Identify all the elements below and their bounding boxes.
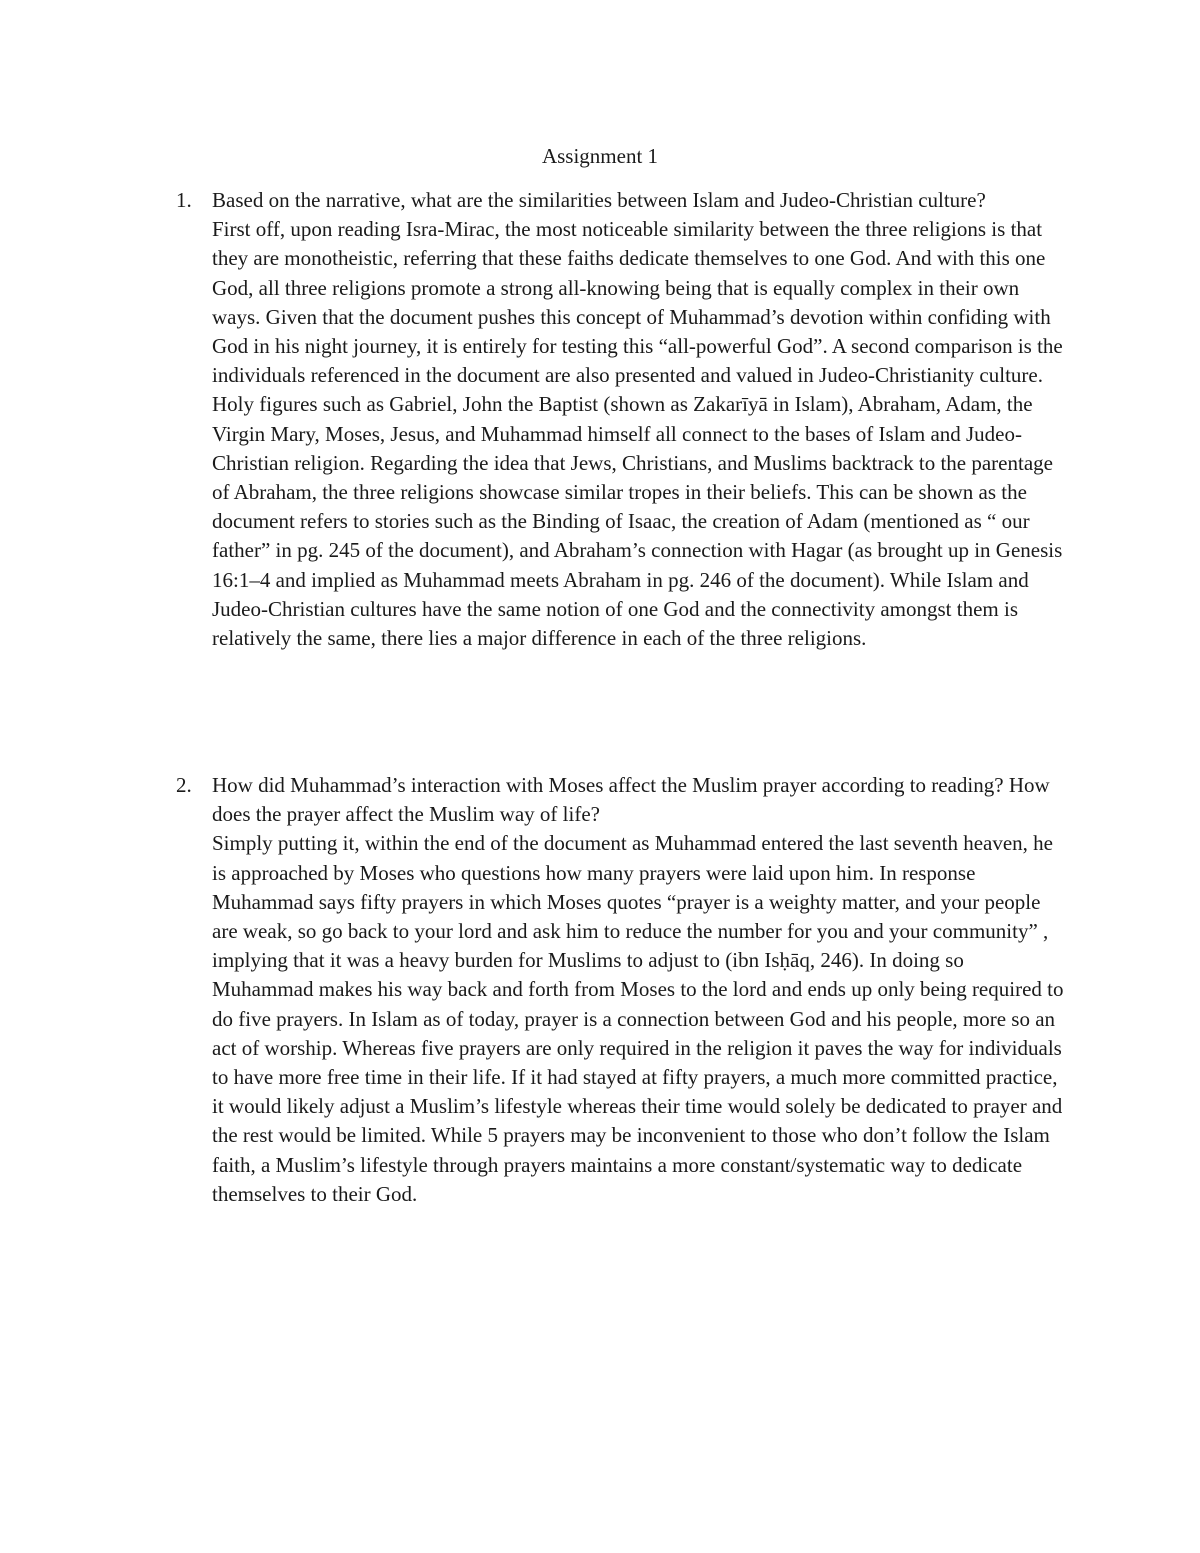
answer-text: Simply putting it, within the end of the document as Muhammad entered the last seventh heaven, he is approached by Moses who questions how many prayers were laid upon him. In response Muhammad says fifty prayers in which Moses quotes “prayer is a weighty matter, and your people are weak, so go back to your lord and ask him to reduce the number for you and your community” , implying that it was a heavy burden for Muslims to adjust to (ibn Isḥāq, 246). In doing so Muhammad makes his way back and forth from Moses to the lord and ends up only being required to do five prayers. In Islam as of today, prayer is a connection between God and his people, more so an act of worship. Whereas five prayers are only required in the religion it paves the way for individuals to have more free time in their life. If it had stayed at fifty prayers, a much more committed practice, it would likely adjust a Muslim’s lifestyle whereas their time would solely be dedicated to prayer and the rest would be limited. While 5 prayers may be inconvenient to those who don’t follow the Islam faith, a Muslim’s lifestyle through prayers maintains a more constant/systematic way to dedicate themselves to their God.: [212, 831, 1064, 1206]
question-item-1: [176, 186, 1068, 653]
question-number: 2.: [176, 773, 192, 797]
question-number: 1.: [176, 188, 192, 212]
answer-text: First off, upon reading Isra-Mirac, the most noticeable similarity between the three religions is that they are monotheistic, referring that these faiths dedicate themselves to one God. And with this one God, all three religions promote a strong all-knowing being that is equally complex in their own ways. Given that the document pushes this concept of Muhammad’s devotion within confiding with God in his night journey, it is entirely for testing this “all-powerful God”. A second comparison is the individuals referenced in the document are also presented and valued in Judeo-Christianity culture. Holy figures such as Gabriel, John the Baptist (shown as Zakarīyā in Islam), Abraham, Adam, the Virgin Mary, Moses, Jesus, and Muhammad himself all connect to the bases of Islam and Judeo-Christian religion. Regarding the idea that Jews, Christians, and Muslims backtrack to the parentage of Abraham, the three religions showcase similar tropes in their beliefs. This can be shown as the document refers to stories such as the Binding of Isaac, the creation of Adam (mentioned as “ our father” in pg. 245 of the document), and Abraham’s connection with Hagar (as brought up in Genesis 16:1–4 and implied as Muhammad meets Abraham in pg. 246 of the document). While Islam and Judeo-Christian cultures have the same notion of one God and the connectivity amongst them is relatively the same, there lies a major difference in each of the three religions.: [212, 217, 1063, 651]
question-text: How did Muhammad’s interaction with Moses affect the Muslim prayer according to reading? How does the prayer affect the Muslim way of life?: [212, 773, 1050, 827]
question-text: Based on the narrative, what are the similarities between Islam and Judeo-Christian culture?: [212, 188, 986, 212]
document-title: Assignment 1: [541, 144, 659, 168]
question-item-2: [176, 771, 1068, 1209]
